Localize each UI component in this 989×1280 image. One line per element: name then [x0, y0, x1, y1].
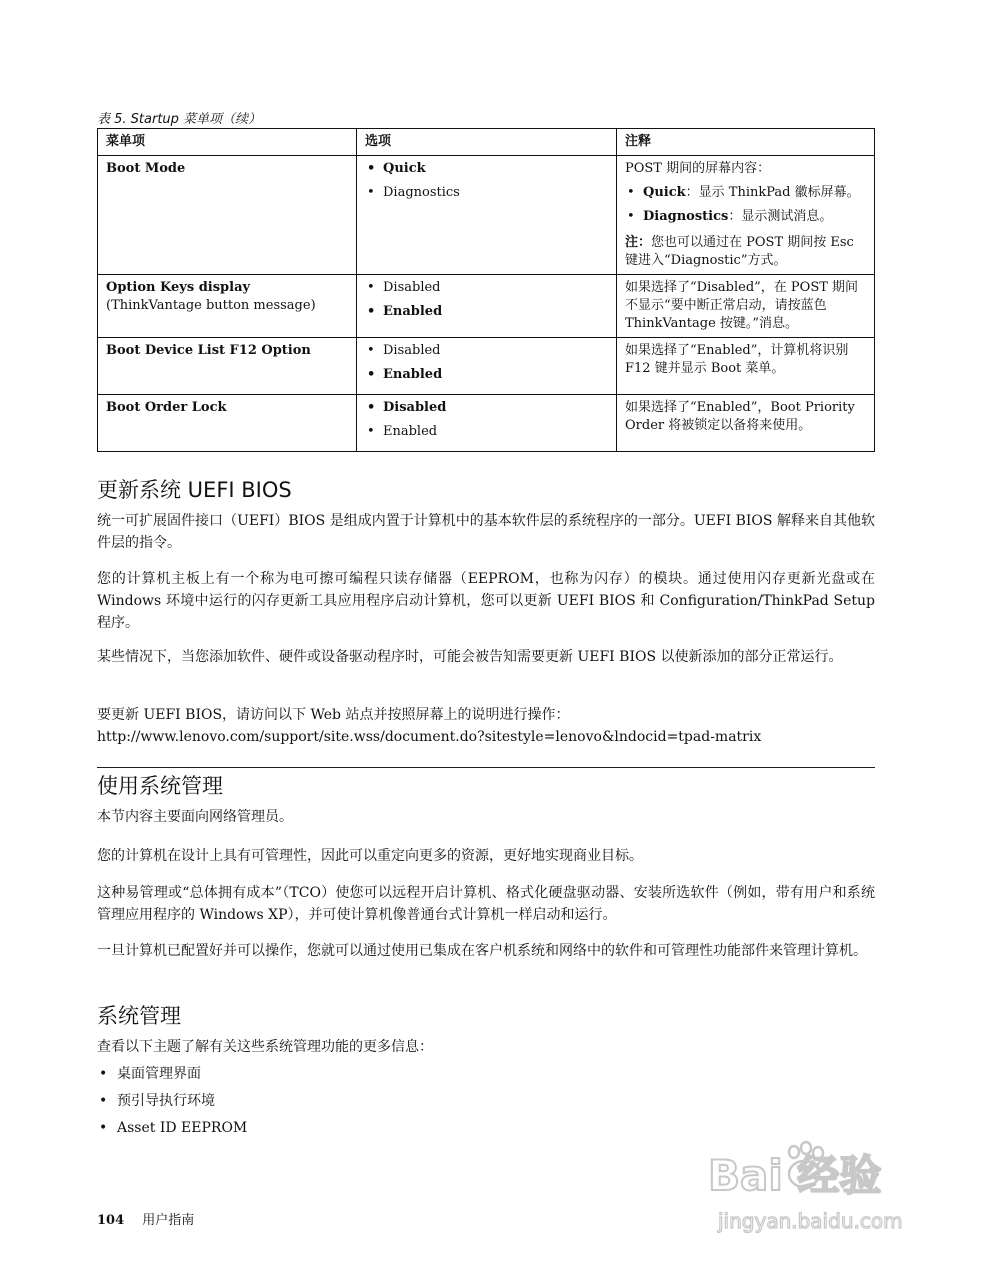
- table-row: [98, 156, 875, 275]
- footer-title: 用户指南: [142, 1213, 195, 1228]
- header-menu-item: 菜单项: [98, 129, 357, 156]
- note-cell: 如果选择了“Enabled”，Boot Priority Order 将被锁定以备将来使用。: [617, 395, 875, 452]
- options-cell: [357, 275, 617, 338]
- note-label: 注：: [625, 235, 652, 250]
- mgmt-intro: 查看以下主题了解有关这些系统管理功能的更多信息：: [97, 1039, 433, 1055]
- option-item: • Enabled: [365, 423, 608, 441]
- note-cell: [617, 156, 875, 275]
- table-row: [98, 338, 875, 395]
- option-item: • Diagnostics: [365, 184, 608, 202]
- option-item: • Enabled: [365, 303, 608, 321]
- note-remark-text: 您也可以通过在 POST 期间按 Esc 键进入“Diagnostic”方式。: [625, 235, 854, 268]
- note-bullet: [625, 208, 866, 226]
- watermark-url: jingyan.baidu.com: [718, 1209, 903, 1233]
- table-header-row: [98, 129, 875, 156]
- options-cell: [357, 156, 617, 275]
- note-cell: 如果选择了“Disabled”，在 POST 期间不显示“要中断正常启动，请按蓝色 ThinkVantage 按键。”消息。: [617, 275, 875, 338]
- table-row: [98, 395, 875, 452]
- note-term: Quick: [643, 185, 686, 200]
- uefi-paragraph: [97, 704, 875, 748]
- note-cell: 如果选择了“Enabled”，计算机将识别 F12 键并显示 Boot 菜单。: [617, 338, 875, 395]
- list-item: • Asset ID EEPROM: [97, 1117, 247, 1144]
- section-divider: [97, 767, 875, 768]
- note-term: Diagnostics: [643, 209, 729, 224]
- uefi-paragraph: 您的计算机主板上有一个称为电可擦可编程只读存储器（EEPROM，也称为闪存）的模块。通过使用闪存更新光盘或在 Windows 环境中运行的闪存更新工具应用程序启动计算机，您可以更新 UEFI BIOS 和 Configuration/ThinkPad Setup 程序。: [97, 571, 875, 631]
- sysmgmt-paragraph: 这种易管理或“总体拥有成本”（TCO）使您可以远程开启计算机、格式化硬盘驱动器、安装所选软件（例如，带有用户和系统管理应用程序的 Windows XP），并可使计算机像普通台式计算机一样启动和运行。: [97, 885, 875, 923]
- note-desc: ：显示测试消息。: [728, 209, 833, 224]
- header-notes: 注释: [617, 129, 875, 156]
- note-bullet: [625, 184, 866, 202]
- sysmgmt-paragraph: 一旦计算机已配置好并可以操作，您就可以通过使用已集成在客户机系统和网络中的软件和可管理性功能部件来管理计算机。: [97, 943, 867, 959]
- header-options: 选项: [357, 129, 617, 156]
- menu-item-name: Option Keys display: [106, 280, 251, 295]
- menu-item-cell: Boot Order Lock: [98, 395, 357, 452]
- option-item: • Disabled: [365, 342, 608, 360]
- section-heading-system-management: 使用系统管理: [97, 774, 223, 798]
- uefi-instruction: 要更新 UEFI BIOS，请访问以下 Web 站点并按照屏幕上的说明进行操作：: [97, 707, 570, 723]
- section-heading-management: 系统管理: [97, 1004, 181, 1028]
- page-number: 104: [97, 1213, 125, 1228]
- table-caption: 表 5. Startup 菜单项（续）: [97, 112, 262, 127]
- menu-item-detail: (ThinkVantage button message): [106, 298, 316, 313]
- watermark-logo: Bai 经验: [708, 1151, 882, 1200]
- note-intro: POST 期间的屏幕内容：: [625, 161, 771, 176]
- page-footer: [97, 1209, 194, 1228]
- menu-item-cell: Boot Device List F12 Option: [98, 338, 357, 395]
- option-item: • Quick: [365, 160, 608, 178]
- option-item: • Disabled: [365, 279, 608, 297]
- note-remark: [625, 234, 866, 270]
- baidu-watermark: [708, 1140, 948, 1240]
- option-item: • Disabled: [365, 399, 608, 417]
- option-item: • Enabled: [365, 366, 608, 384]
- startup-menu-table: [97, 128, 875, 452]
- sysmgmt-paragraph: 本节内容主要面向网络管理员。: [97, 809, 293, 825]
- table-row: [98, 275, 875, 338]
- sysmgmt-paragraph: 您的计算机在设计上具有可管理性，因此可以重定向更多的资源，更好地实现商业目标。: [97, 848, 643, 864]
- menu-item-cell: Boot Mode: [98, 156, 357, 275]
- uefi-paragraph: 某些情况下，当您添加软件、硬件或设备驱动程序时，可能会被告知需要更新 UEFI BIOS 以使新添加的部分正常运行。: [97, 649, 843, 665]
- list-item: • 桌面管理界面: [97, 1063, 247, 1090]
- section-heading-uefi: 更新系统 UEFI BIOS: [97, 478, 292, 502]
- list-item: • 预引导执行环境: [97, 1090, 247, 1117]
- uefi-paragraph: 统一可扩展固件接口（UEFI）BIOS 是组成内置于计算机中的基本软件层的系统程序的一部分。UEFI BIOS 解释来自其他软件层的指令。: [97, 513, 875, 551]
- menu-item-cell: [98, 275, 357, 338]
- mgmt-topic-list: [97, 1063, 247, 1144]
- options-cell: [357, 395, 617, 452]
- options-cell: [357, 338, 617, 395]
- support-url[interactable]: http://www.lenovo.com/support/site.wss/document.do?sitestyle=lenovo&lndocid=tpad-matrix: [97, 729, 762, 745]
- note-desc: ：显示 ThinkPad 徽标屏幕。: [685, 185, 860, 200]
